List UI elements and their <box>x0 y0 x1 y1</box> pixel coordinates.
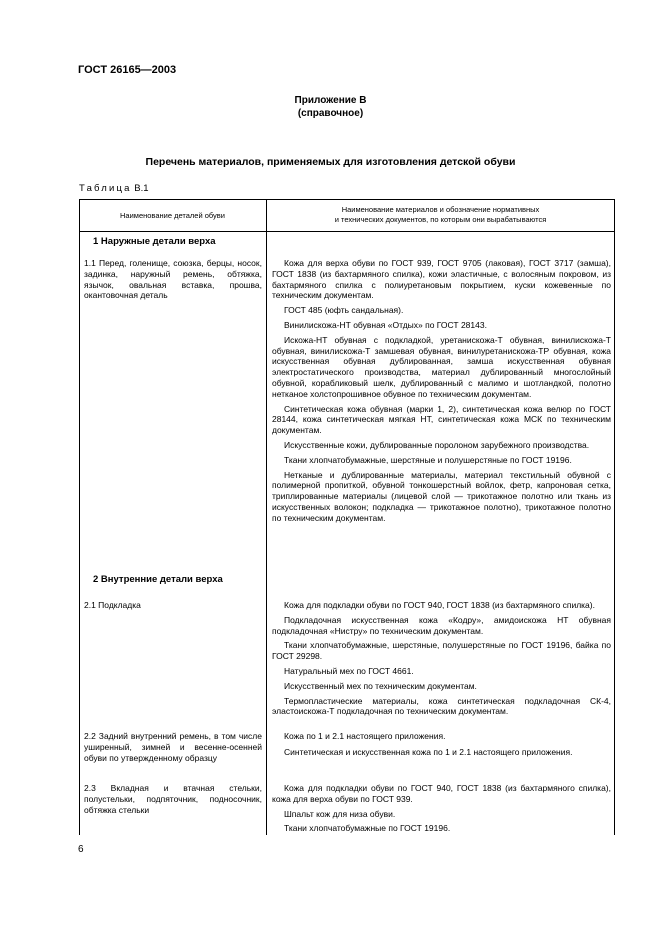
appendix-title: Приложение В <box>294 95 367 106</box>
part-name-2-1: 2.1 Подкладка <box>84 600 141 610</box>
table-caption <box>79 183 149 194</box>
material-entry: Подкладочная искусственная кожа «Кодру», амидоискожа НТ обувная подкладочная «Нистру» по техническим документам. <box>272 614 611 636</box>
table-caption-number: В.1 <box>134 183 149 194</box>
column-header-materials-line2: и технических документов, по которым они вырабатываются <box>334 215 547 224</box>
page-number: 6 <box>78 844 84 855</box>
column-header-materials-line1: Наименование материалов и обозначение нормативных <box>341 205 540 214</box>
table-left-border <box>79 199 80 835</box>
materials-table <box>79 199 615 835</box>
material-entry: Синтетическая и искусственная кожа по 1 и 2.1 настоящего приложения. <box>284 746 573 757</box>
materials-cell-2-3 <box>272 783 611 834</box>
materials-cell-2-2 <box>272 731 611 758</box>
materials-cell-2-1 <box>272 600 611 717</box>
material-entry: Искусственные кожи, дублированные поролоном зарубежного производства. <box>284 439 590 450</box>
material-entry: Натуральный мех по ГОСТ 4661. <box>284 665 414 676</box>
section-heading-inner-parts: 2 Внутренние детали верха <box>93 574 223 585</box>
part-name-1-1: 1.1 Перед, голенище, союзка, берцы, носок, задинка, наружный ремень, обтяжка, язычок, овальная вставка, прошва, окантовочная деталь <box>84 258 262 301</box>
material-entry: Кожа для подкладки обуви по ГОСТ 940, ГОСТ 1838 (из бахтармяного спилка). <box>284 600 595 610</box>
material-entry: Кожа для подкладки обуви по ГОСТ 940, ГОСТ 1838 (из бахтармяного спилка), кожа для верха обуви по ГОСТ 939. <box>272 783 611 804</box>
material-entry: Ткани хлопчатобумажные, шерстяные, полушерстяные по ГОСТ 19196, байка по ГОСТ 29298. <box>272 640 611 662</box>
material-entry: Кожа по 1 и 2.1 настоящего приложения. <box>284 731 446 741</box>
appendix-heading <box>0 94 661 120</box>
table-right-border <box>614 199 615 835</box>
table-caption-word: Таблица <box>79 183 132 194</box>
table-column-divider <box>266 199 267 835</box>
standard-number: ГОСТ 26165—2003 <box>78 64 177 76</box>
table-header-divider <box>79 231 615 232</box>
material-entry: Искожа-НТ обувная с подкладкой, уретанискожа-Т обувная, винилискожа-Т обувная, винилискожа-Т замшевая обувная, винилуретанискожа-ТР обувная, кожа искусственная обувная дублированная, замша искусственная обувная электростатического производства, материал дублированный многослойный обувной, корабликовый шелк, дублированный с малимо и шотландкой, полотно нетканое холстопрошивное обувное по техническим документам. <box>272 334 611 399</box>
material-entry: Шпальт кож для низа обуви. <box>284 808 396 819</box>
material-entry: Ткани хлопчатобумажные по ГОСТ 19196. <box>284 823 451 834</box>
column-header-parts: Наименование деталей обуви <box>120 210 225 220</box>
material-entry: ГОСТ 485 (юфть сандальная). <box>284 305 404 316</box>
part-name-2-3: 2.3 Вкладная и втачная стельки, полустельки, подпяточник, подносочник, обтяжка стельки <box>84 783 262 815</box>
appendix-subtitle: (справочное) <box>297 108 364 119</box>
document-title: Перечень материалов, применяемых для изготовления детской обуви <box>145 156 516 168</box>
material-entry: Винилискожа-НТ обувная «Отдых» по ГОСТ 28143. <box>284 319 487 330</box>
materials-cell-1-1 <box>272 258 611 524</box>
material-entry: Кожа для верха обуви по ГОСТ 939, ГОСТ 9705 (лаковая), ГОСТ 3717 (замша), ГОСТ 1838 (из бахтармяного спилка), кожи эластичные, с волосяным покровом, из бахтармяного спилка с полиуретановым покрытием, куски кожевенные по техническим документам. <box>272 258 611 301</box>
material-entry: Искусственный мех по техническим документам. <box>284 680 477 691</box>
material-entry: Синтетическая кожа обувная (марки 1, 2), синтетическая кожа велюр по ГОСТ 28144, кожа синтетическая мягкая НТ, синтетическая кожа МСК по техническим документам. <box>272 403 611 436</box>
section-heading-outer-parts: 1 Наружные детали верха <box>93 236 216 247</box>
column-header-materials <box>267 199 614 231</box>
material-entry: Ткани хлопчатобумажные, шерстяные и полушерстяные по ГОСТ 19196. <box>284 454 572 465</box>
part-name-2-2: 2.2 Задний внутренний ремень, в том числе уширенный, зимней и весенне-осенней обуви по утвержденному образцу <box>84 731 262 763</box>
material-entry: Нетканые и дублированные материалы, материал текстильный обувной с полимерной пропиткой, обувной тонкошерстный войлок, фетр, капроновая сетка, триплированные материалы (лицевой слой — трикотажное полотно или ткань из искусственных волокон; подкладка — трикотажное полотно), трикотажное полотно по техническим документам. <box>272 469 611 523</box>
material-entry: Термопластические материалы, кожа синтетическая подкладочная СК-4, эластоискожа-Т подкладочная по техническим документам. <box>272 695 611 717</box>
